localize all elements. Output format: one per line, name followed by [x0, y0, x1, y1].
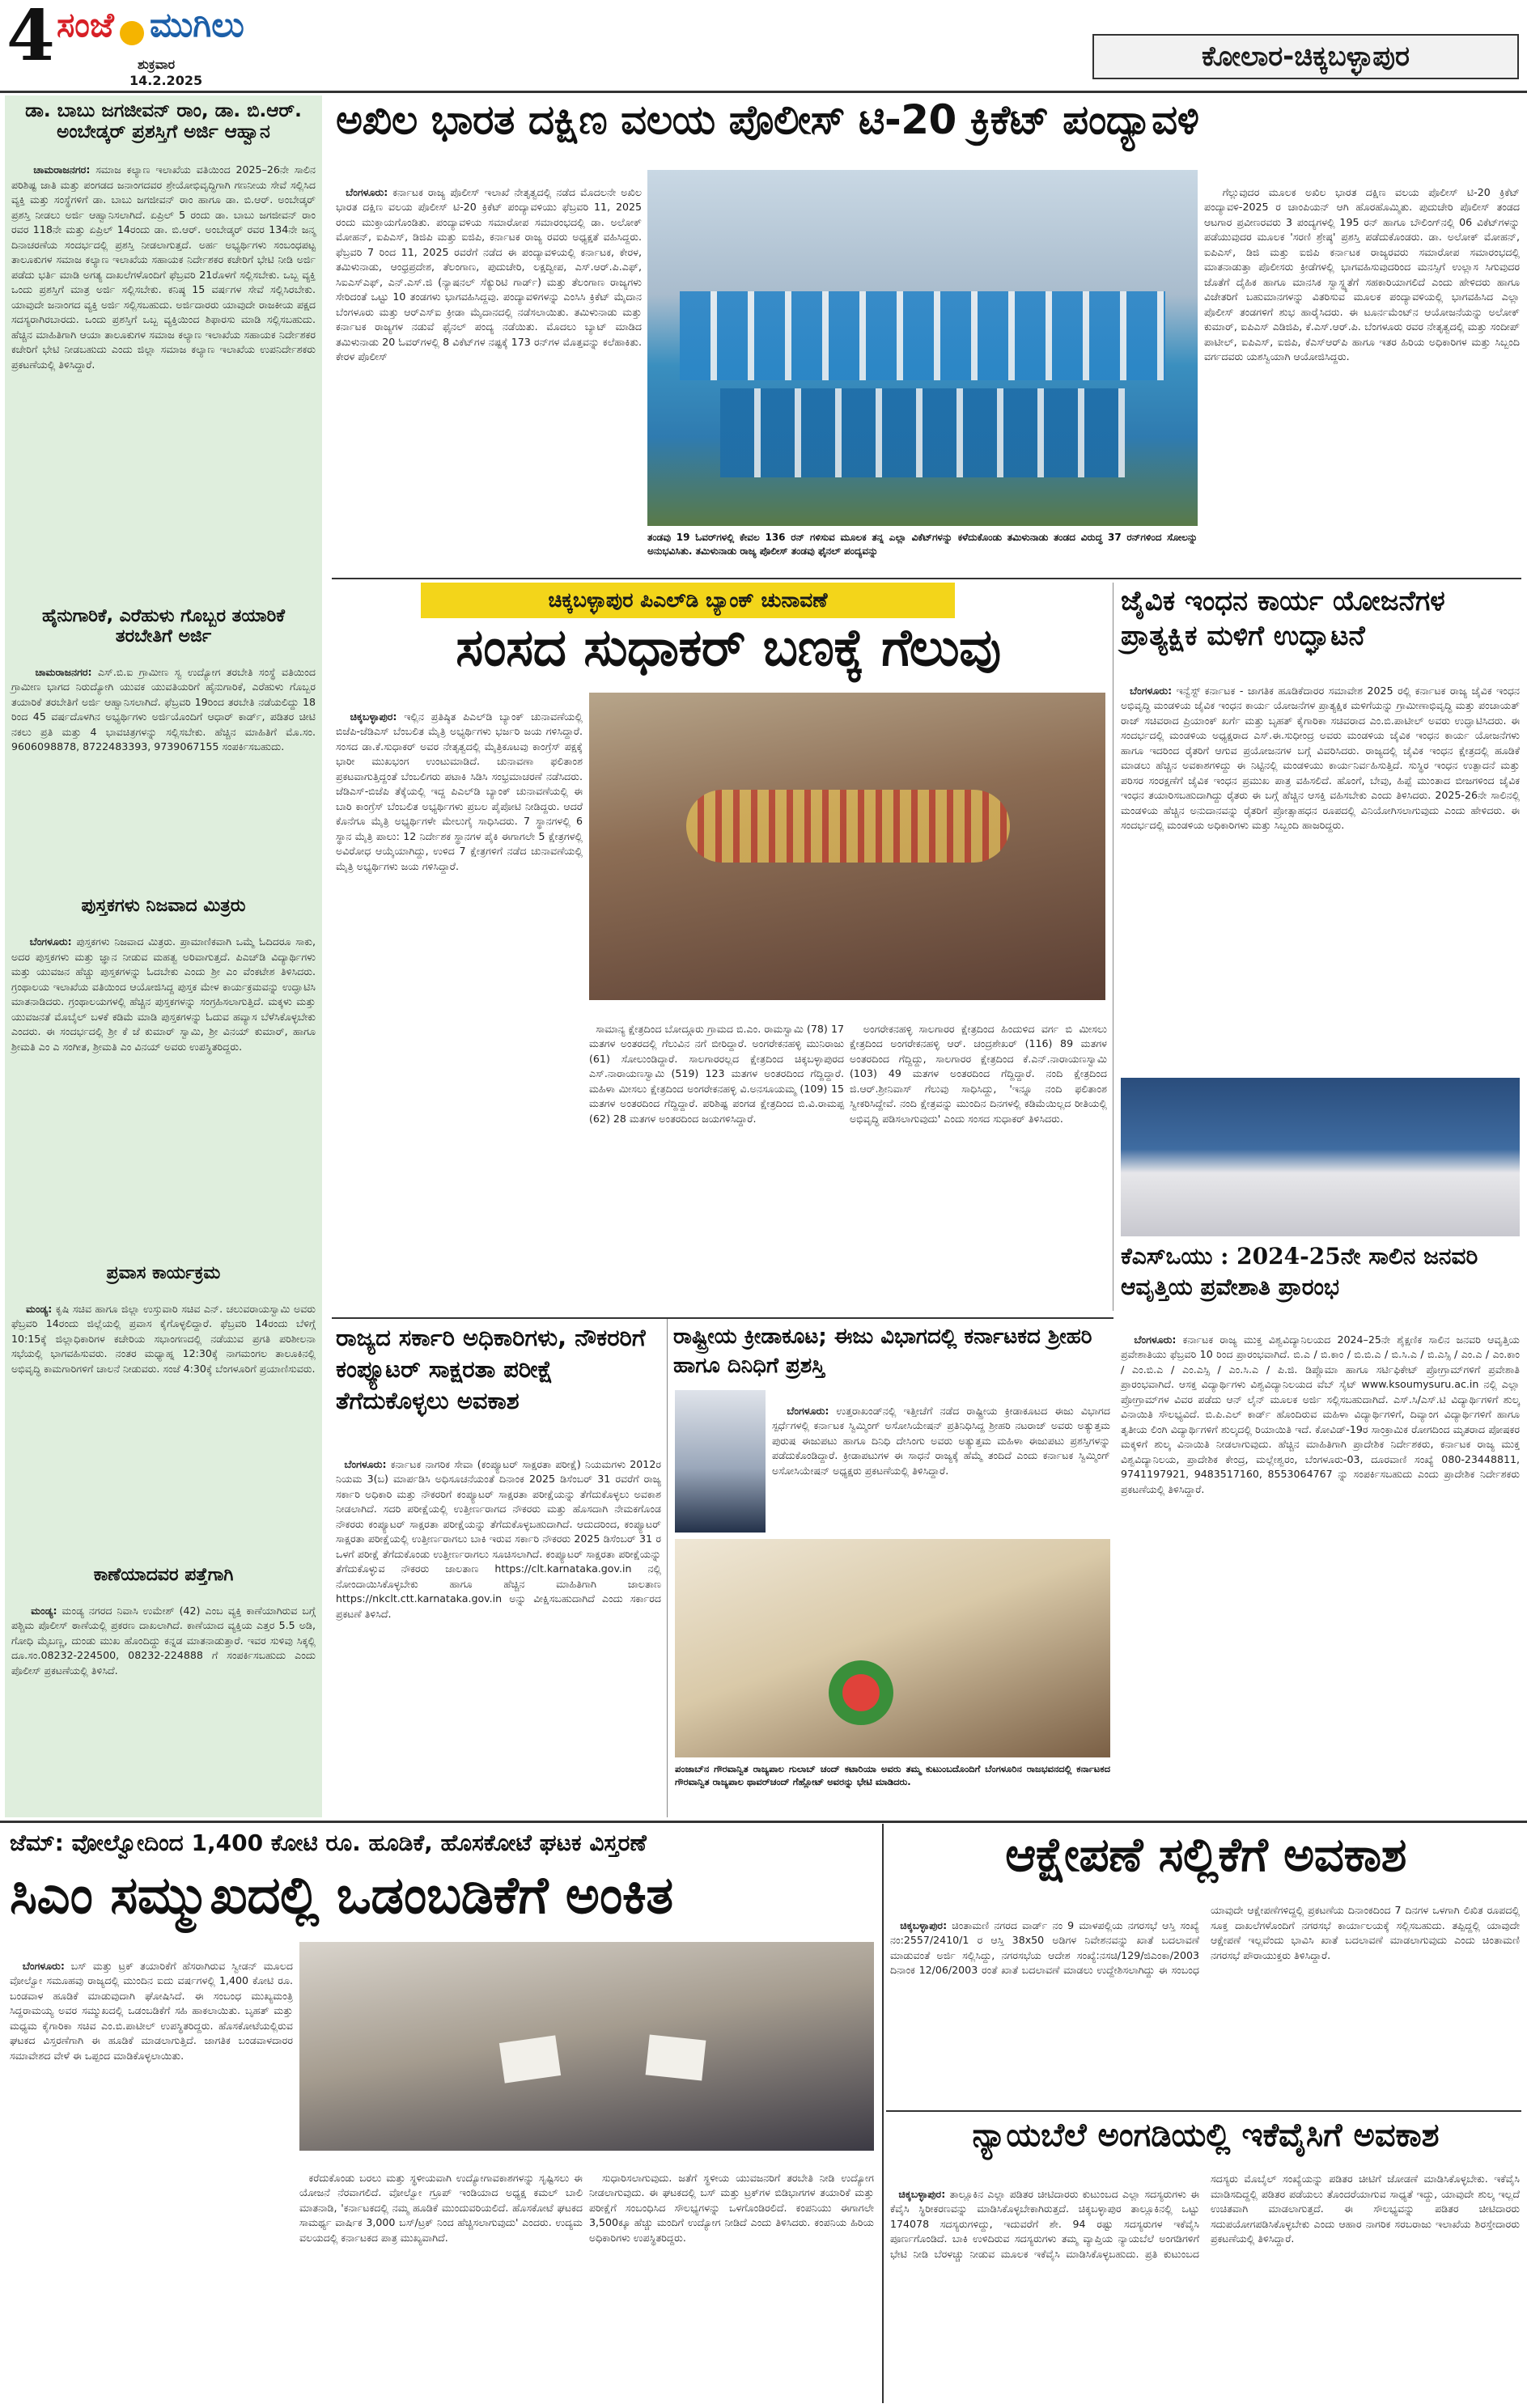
- sidebar-title-tour: ಪ್ರವಾಸ ಕಾರ್ಯಕ್ರಮ: [106, 1262, 221, 1283]
- sidebar-article-tour: ಮಂಡ್ಯ: ಕೃಷಿ ಸಚಿವ ಹಾಗೂ ಜಿಲ್ಲಾ ಉಸ್ತುವಾರಿ ಸಚಿವ ಎನ್. ಚಲುವರಾಯಸ್ವಾಮಿ ಅವರು ಫೆಬ್ರವರಿ 14ರಂದು ಜಿಲ್ಲೆಯಲ್ಲಿ ಪ್ರವಾಸ ಕೈಗೊಳ್ಳಲಿದ್ದಾರೆ. ಫೆಬ್ರವರಿ 14ರಂದು ಬೆಳಿಗ್ಗೆ 10:15ಕ್ಕೆ ಜಿಲ್ಲಾಧಿಕಾರಿಗಳ ಕಚೇರಿಯ ಸಭಾಂಗಣದಲ್ಲಿ ನಡೆಯುವ ಪ್ರಗತಿ ಪರಿಶೀಲನಾ ಸಭೆಯಲ್ಲಿ ಭಾಗವಹಿಸುವರು. ನಂತರ ಮಧ್ಯಾಹ್ನ 12:30ಕ್ಕೆ ನಾಗಮಂಗಲ ತಾಲೂಕಿನಲ್ಲಿ ಅಭಿವೃದ್ಧಿ ಕಾಮಗಾರಿಗಳಿಗೆ ಚಾಲನೆ ನೀಡುವರು. ಸಂಜೆ 4:30ಕ್ಕೆ ಬೆಂಗಳೂರಿಗೆ ಪ್ರಯಾಣಿಸುವರು.: [11, 1302, 320, 1375]
- biofuel-event-photo: [1121, 1078, 1520, 1236]
- team-row-front: [720, 388, 1125, 477]
- governor-meeting-photo: [675, 1539, 1110, 1757]
- cricket-rule: [332, 578, 1521, 579]
- volvo-col-2: ಕರೆದುಕೊಂಡು ಬರಲು ಮತ್ತು ಸ್ಥಳೀಯವಾಗಿ ಉದ್ಯೋಗಾವಕಾಶಗಳನ್ನು ಸೃಷ್ಟಿಸಲು ಈ ಯೋಜನೆ ನೆರವಾಗಲಿದೆ. ವೋಲ್ವೋ ಗ್ರೂಪ್ ಇಂಡಿಯಾದ ಅಧ್ಯಕ್ಷ ಕಮಲ್ ಬಾಲಿ ಮಾತನಾಡಿ, 'ಕರ್ನಾಟಕದಲ್ಲಿ ನಮ್ಮ ಹೂಡಿಕೆ ಮುಂದುವರಿಯಲಿದೆ. ಹೊಸಕೋಟೆ ಘಟಕದ ಸಾಮರ್ಥ್ಯ ವಾರ್ಷಿಕ 3,000 ಬಸ್/ಟ್ರಕ್ ನಿಂದ ಹೆಚ್ಚಿಸಲಾಗುವುದು' ಎಂದರು. ಉದ್ಯಮ ವಲಯದಲ್ಲಿ ಕರ್ನಾಟಕದ ಪಾತ್ರ ಮುಖ್ಯವಾಗಿದೆ.: [299, 2171, 587, 2244]
- ration-headline: ನ್ಯಾಯಬೆಲೆ ಅಂಗಡಿಯಲ್ಲಿ ಇಕೆವೈಸಿಗೆ ಅವಕಾಶ: [972, 2117, 1440, 2154]
- document-icon: [499, 2035, 561, 2083]
- volvo-kicker: ಜೆಮ್: ವೋಲ್ವೋದಿಂದ 1,400 ಕೋಟಿ ರೂ. ಹೂಡಿಕೆ, ಹೊಸಕೋಟೆ ಘಟಕ ವಿಸ್ತರಣೆ: [10, 1829, 647, 1856]
- governor-caption: ಪಂಜಾಬ್‌ನ ಗೌರವಾನ್ವಿತ ರಾಜ್ಯಪಾಲ ಗುಲಾಬ್ ಚಂದ್ ಕಟಾರಿಯಾ ಅವರು ತಮ್ಮ ಕುಟುಂಬದೊಂದಿಗೆ ಬೆಂಗಳೂರಿನ ರಾಜಭವನದಲ್ಲಿ ಕರ್ನಾಟಕದ ಗೌರವಾನ್ವಿತ ರಾಜ್ಯಪಾಲ ಥಾವರ್‌ಚಂದ್ ಗೆಹ್ಲೋಟ್ ಅವರನ್ನು ಭೇಟಿ ಮಾಡಿದರು.: [675, 1763, 1110, 1788]
- election-col-1: ಚಿಕ್ಕಬಳ್ಳಾಪುರ: ಇಲ್ಲಿನ ಪ್ರತಿಷ್ಠಿತ ಪಿಎಲ್‌ಡಿ ಬ್ಯಾಂಕ್ ಚುನಾವಣೆಯಲ್ಲಿ ಬಿಜೆಪಿ-ಜೆಡಿಎಸ್ ಬೆಂಬಲಿತ ಮೈತ್ರಿ ಅಭ್ಯರ್ಥಿಗಳು ಭರ್ಜರಿ ಜಯ ಗಳಿಸಿದ್ದಾರೆ. ಸಂಸದ ಡಾ.ಕೆ.ಸುಧಾಕರ್ ಅವರ ನೇತೃತ್ವದಲ್ಲಿ ಮೈತ್ರಿಕೂಟವು ಕಾಂಗ್ರೆಸ್ ಪಕ್ಷಕ್ಕೆ ಭಾರೀ ಮುಖಭಂಗ ಉಂಟುಮಾಡಿದೆ. ಚುನಾವಣಾ ಫಲಿತಾಂಶ ಪ್ರಕಟವಾಗುತ್ತಿದ್ದಂತೆ ಬೆಂಬಲಿಗರು ಪಟಾಕಿ ಸಿಡಿಸಿ ಸಂಭ್ರಮಾಚರಣೆ ನಡೆಸಿದರು. ಜೆಡಿಎಸ್-ಬಿಜೆಪಿ ತೆಕ್ಕೆಯಲ್ಲಿ ಇದ್ದ ಪಿಎಲ್‌ಡಿ ಬ್ಯಾಂಕ್ ಚುನಾವಣೆಯಲ್ಲಿ ಈ ಬಾರಿ ಕಾಂಗ್ರೆಸ್ ಬೆಂಬಲಿತ ಅಭ್ಯರ್ಥಿಗಳು ಪ್ರಬಲ ಪೈಪೋಟಿ ನೀಡಿದ್ದರು. ಆದರೆ ಕೊನೆಗೂ ಮೈತ್ರಿ ಅಭ್ಯರ್ಥಿಗಳೇ ಮೇಲುಗೈ ಸಾಧಿಸಿದರು. 7 ಸ್ಥಾನಗಳಲ್ಲಿ 6 ಸ್ಥಾನ ಮೈತ್ರಿ ಪಾಲು: 12 ನಿರ್ದೇಶಕ ಸ್ಥಾನಗಳ ಪೈಕಿ ಈಗಾಗಲೇ 5 ಕ್ಷೇತ್ರಗಳಲ್ಲಿ ಅವಿರೋಧ ಆಯ್ಕೆಯಾಗಿದ್ದು, ಉಳಿದ 7 ಕ್ಷೇತ್ರಗಳಿಗೆ ನಡೆದ ಚುನಾವಣೆಯಲ್ಲಿ ಮೈತ್ರಿ ಅಭ್ಯರ್ಥಿಗಳು ಜಯ ಗಳಿಸಿದ್ದಾರೆ.: [336, 710, 587, 872]
- election-col-3: ಅಂಗರೇಕನಹಳ್ಳಿ ಸಾಲಗಾರರ ಕ್ಷೇತ್ರದಿಂದ ಹಿಂದುಳಿದ ವರ್ಗ ಬಿ ಮೀಸಲು ಕ್ಷೇತ್ರದಿಂದ ಅಂಗರೇಕನಹಳ್ಳಿ ಆರ್. ಚಂದ್ರಶೇಖರ್ (116) 89 ಮತಗಳ ಅಂತರದಿಂದ ಗೆದ್ದಿದ್ದು, ಸಾಲಗಾರರ ಕ್ಷೇತ್ರದಿಂದ ಕೆ.ಎನ್.ನಾರಾಯಣಸ್ವಾಮಿ (103) 49 ಮತಗಳ ಅಂತರದಿಂದ ಗೆದ್ದಿದ್ದಾರೆ. ನಂದಿ ಕ್ಷೇತ್ರದಿಂದ ಜಿ.ಆರ್.ಶ್ರೀನಿವಾಸ್ ಗೆಲುವು ಸಾಧಿಸಿದ್ದು, 'ಇನ್ನೂ ನಂದಿ ಫಲಿತಾಂಶ ಸ್ವೀಕರಿಸಿದ್ದೇವೆ. ನಂದಿ ಕ್ಷೇತ್ರವನ್ನು ಮುಂದಿನ ದಿನಗಳಲ್ಲಿ ಕಡಿಮೆಯಿಲ್ಲದ ರೀತಿಯಲ್ಲಿ ಅಭಿವೃದ್ಧಿ ಪಡಿಸಲಾಗುವುದು' ಎಂದು ಸಂಸದ ಸುಧಾಕರ್ ತಿಳಿಸಿದರು.: [850, 1022, 1111, 1125]
- ration-body: ಚಿಕ್ಕಬಳ್ಳಾಪುರ: ತಾಲ್ಲೂಕಿನ ಎಲ್ಲಾ ಪಡಿತರ ಚೀಟಿದಾರರು ಕುಟುಂಬದ ಎಲ್ಲಾ ಸದಸ್ಯರುಗಳು ಈ ಕೆವೈಸಿ ಸ್ಥಿರೀಕರಣವನ್ನು ಮಾಡಿಸಿಕೊಳ್ಳಬೇಕಾಗಿರುತ್ತದೆ. ಚಿಕ್ಕಬಳ್ಳಾಪುರ ತಾಲ್ಲೂಕಿನಲ್ಲಿ ಒಟ್ಟು 174078 ಸದಸ್ಯರುಗಳಿದ್ದು, ಇದುವರೆಗೆ ಶೇ. 94 ರಷ್ಟು ಸದಸ್ಯರುಗಳ ಇಕೆವೈಸಿ ಪೂರ್ಣಗೊಂಡಿದೆ. ಬಾಕಿ ಉಳಿದಿರುವ ಸದಸ್ಯರುಗಳು ತಮ್ಮ ವ್ಯಾಪ್ತಿಯ ನ್ಯಾಯಬೆಲೆ ಅಂಗಡಿಗಳಿಗೆ ಭೇಟಿ ನೀಡಿ ಬೆರಳಚ್ಚು ನೀಡುವ ಮೂಲಕ ಇಕೆವೈಸಿ ಮಾಡಿಸಿಕೊಳ್ಳಬಹುದು. ಪ್ರತಿ ಕುಟುಂಬದ ಸದಸ್ಯರು ಮೊಬೈಲ್ ಸಂಖ್ಯೆಯನ್ನು ಪಡಿತರ ಚೀಟಿಗೆ ಜೋಡಣೆ ಮಾಡಿಸಿಕೊಳ್ಳಬೇಕು. ಇಕೆವೈಸಿ ಮಾಡಿಸದಿದ್ದಲ್ಲಿ ಪಡಿತರ ಪಡೆಯಲು ತೊಂದರೆಯಾಗುವ ಸಾಧ್ಯತೆ ಇದ್ದು, ಯಾವುದೇ ಶುಲ್ಕ ಇಲ್ಲದೆ ಉಚಿತವಾಗಿ ಮಾಡಲಾಗುತ್ತದೆ. ಈ ಸೌಲಭ್ಯವನ್ನು ಪಡಿತರ ಚೀಟಿದಾರರು ಸದುಪಯೋಗಪಡಿಸಿಕೊಳ್ಳಬೇಕು ಎಂದು ಆಹಾರ ನಾಗರಿಕ ಸರಬರಾಜು ಇಲಾಖೆಯ ಶಿರಸ್ತೇದಾರರು ಪ್ರಕಟಣೆಯಲ್ಲಿ ತಿಳಿಸಿದ್ದಾರೆ.: [890, 2173, 1524, 2260]
- document-icon-2: [646, 2034, 706, 2080]
- sidebar-title-dairy: ಹೈನುಗಾರಿಕೆ, ಎರೆಹುಳು ಗೊಬ್ಬರ ತಯಾರಿಕೆ ತರಬೇತಿಗೆ ಅರ್ಜಿ: [41, 605, 286, 647]
- issue-date: 14.2.2025: [129, 73, 203, 88]
- page-number: 4: [6, 0, 55, 77]
- ksou-body: ಬೆಂಗಳೂರು: ಕರ್ನಾಟಕ ರಾಜ್ಯ ಮುಕ್ತ ವಿಶ್ವವಿದ್ಯಾನಿಲಯದ 2024–25ನೇ ಶೈಕ್ಷಣಿಕ ಸಾಲಿನ ಜನವರಿ ಆವೃತ್ತಿಯ ಪ್ರವೇಶಾತಿಯು ಫೆಬ್ರವರಿ 10 ರಿಂದ ಪ್ರಾರಂಭವಾಗಿದೆ. ಬಿ.ಎ / ಬಿ.ಕಾಂ / ಬಿ.ಬಿ.ಎ / ಬಿ.ಸಿ.ಎ / ಬಿ.ಎಸ್ಸಿ / ಎಂ.ಎ / ಎಂ.ಕಾಂ / ಎಂ.ಬಿ.ಎ / ಎಂ.ಎಸ್ಸಿ / ಎಂ.ಸಿ.ಎ / ಪಿ.ಜಿ. ಡಿಪ್ಲೊಮಾ ಹಾಗೂ ಸರ್ಟಿಫಿಕೇಟ್ ಪ್ರೋಗ್ರಾಮ್‌ಗಳಿಗೆ ಪ್ರವೇಶಾತಿ ಪ್ರಾರಂಭವಾಗಿದೆ. ಆಸಕ್ತ ವಿದ್ಯಾರ್ಥಿಗಳು ವಿಶ್ವವಿದ್ಯಾನಿಲಯದ ವೆಬ್ ಸೈಟ್ www.ksoumysuru.ac.in ನಲ್ಲಿ ಎಲ್ಲಾ ಪ್ರೋಗ್ರಾಮ್‌ಗಳ ವಿವರ ಪಡೆದು ಆನ್ ಲೈನ್ ಮೂಲಕ ಅರ್ಜಿ ಸಲ್ಲಿಸಬಹುದಾಗಿದೆ. ಎಸ್.ಸಿ/ಎಸ್.ಟಿ ವಿದ್ಯಾರ್ಥಿಗಳಿಗೆ ಶುಲ್ಕ ವಿನಾಯಿತಿ ಸೌಲಭ್ಯವಿದೆ. ಬಿ.ಪಿ.ಎಲ್ ಕಾರ್ಡ್ ಹೊಂದಿರುವ ಮಹಿಳಾ ವಿದ್ಯಾರ್ಥಿಗಳಿಗೆ, ದಿವ್ಯಾಂಗ ವಿದ್ಯಾರ್ಥಿಗಳಿಗೆ ಹಾಗೂ ತೃತೀಯ ಲಿಂಗಿ ವಿದ್ಯಾರ್ಥಿಗಳಿಗೆ ಶುಲ್ಕದಲ್ಲಿ ರಿಯಾಯಿತಿ ಇದೆ. ಕೋವಿಡ್-19ರ ಸಾಂಕ್ರಾಮಿಕ ರೋಗದಿಂದ ಮೃತರಾದ ಪೋಷಕರ ಮಕ್ಕಳಿಗೆ ಶುಲ್ಕ ವಿನಾಯಿತಿ ನೀಡಲಾಗುವುದು. ಹೆಚ್ಚಿನ ಮಾಹಿತಿಗಾಗಿ ಪ್ರಾದೇಶಿಕ ನಿರ್ದೇಶಕರು, ಕರ್ನಾಟಕ ರಾಜ್ಯ ಮುಕ್ತ ವಿಶ್ವವಿದ್ಯಾನಿಲಯ, ಪ್ರಾದೇಶಿಕ ಕೇಂದ್ರ, ಮಲ್ಲೇಶ್ವರಂ, ಬೆಂಗಳೂರು-03, ದೂರವಾಣಿ ಸಂಖ್ಯೆ 080-23448811, 9741197921, 9483517160, 8553064767 ನ್ನು ಸಂಪರ್ಕಿಸಬಹುದು ಎಂದು ಪ್ರಾದೇಶಿಕ ನಿರ್ದೇಶಕರು ಪ್ರಕಟಣೆಯಲ್ಲಿ ತಿಳಿಸಿದ್ದಾರೆ.: [1121, 1333, 1524, 1495]
- cricket-team-photo: [647, 170, 1198, 526]
- sun-icon: [120, 21, 144, 45]
- bottom-rule: [0, 1821, 1527, 1823]
- ksou-headline: ಕೆಎಸ್‌ಒಯು : 2024-25ನೇ ಸಾಲಿನ ಜನವರಿ ಆವೃತ್ತಿಯ ಪ್ರವೇಶಾತಿ ಪ್ರಾರಂಭ: [1121, 1243, 1478, 1300]
- sidebar-article-missing: ಮಂಡ್ಯ: ಮಂಡ್ಯ ನಗರದ ನಿವಾಸಿ ಉಮೇಶ್ (42) ಎಂಬ ವ್ಯಕ್ತಿ ಕಾಣೆಯಾಗಿರುವ ಬಗ್ಗೆ ಪಶ್ಚಿಮ ಪೊಲೀಸ್ ಠಾಣೆಯಲ್ಲಿ ಪ್ರಕರಣ ದಾಖಲಾಗಿದೆ. ಕಾಣೆಯಾದ ವ್ಯಕ್ತಿಯ ಎತ್ತರ 5.5 ಅಡಿ, ಗೋಧಿ ಮೈಬಣ್ಣ, ದುಂಡು ಮುಖ ಹೊಂದಿದ್ದು ಕನ್ನಡ ಮಾತನಾಡುತ್ತಾರೆ. ಇವರ ಸುಳಿವು ಸಿಕ್ಕಲ್ಲಿ ದೂ.ಸಂ.08232-224500, 08232-224888 ಗೆ ಸಂಪರ್ಕಿಸಬಹುದು ಎಂದು ಪೊಲೀಸ್ ಪ್ರಕಟಣೆಯಲ್ಲಿ ತಿಳಿಸಿದೆ.: [11, 1604, 320, 1677]
- computer-body: ಬೆಂಗಳೂರು: ಕರ್ನಾಟಕ ನಾಗರಿಕ ಸೇವಾ (ಕಂಪ್ಯೂಟರ್ ಸಾಕ್ಷರತಾ ಪರೀಕ್ಷೆ) ನಿಯಮಗಳು 2012ರ ನಿಯಮ 3(ಬ) ಮಾರ್ಪಡಿಸಿ ಅಧಿಸೂಚನೆಯಂತೆ ದಿನಾಂಕ 2025 ಡಿಸೆಂಬರ್ 31 ರವರೆಗೆ ರಾಜ್ಯ ಸರ್ಕಾರಿ ಅಧಿಕಾರಿ ಮತ್ತು ನೌಕರರಿಗೆ ಕಂಪ್ಯೂಟರ್ ಸಾಕ್ಷರತಾ ಪರೀಕ್ಷೆಯನ್ನು ತೆಗೆದುಕೊಳ್ಳಲು ಅವಕಾಶ ನೀಡಲಾಗಿದೆ. ಸದರಿ ಪರೀಕ್ಷೆಯಲ್ಲಿ ಉತ್ತೀರ್ಣರಾಗದ ನೌಕರರು ಮತ್ತು ಹೊಸದಾಗಿ ನೇಮಕಗೊಂಡ ನೌಕರರು ಕಂಪ್ಯೂಟರ್ ಸಾಕ್ಷರತಾ ಪರೀಕ್ಷೆಯನ್ನು ತೆಗೆದುಕೊಳ್ಳಬಹುದಾಗಿದೆ. ಆದುದರಿಂದ, ಕಂಪ್ಯೂಟರ್ ಸಾಕ್ಷರತಾ ಪರೀಕ್ಷೆಯಲ್ಲಿ ಉತ್ತೀರ್ಣರಾಗಲು ಬಾಕಿ ಇರುವ ಸರ್ಕಾರಿ ನೌಕರರು 2025 ಡಿಸೆಂಬರ್ 31 ರ ಒಳಗೆ ಪರೀಕ್ಷೆ ತೆಗೆದುಕೊಂಡು ಉತ್ತೀರ್ಣರಾಗಲು ಸೂಚಿಸಲಾಗಿದೆ. ಕಂಪ್ಯೂಟರ್ ಸಾಕ್ಷರತಾ ಪರೀಕ್ಷೆಯನ್ನು ತೆಗೆದುಕೊಳ್ಳುವ ನೌಕರರು ಜಾಲತಾಣ https://clt.karnataka.gov.in ನಲ್ಲಿ ನೋಂದಾಯಿಸಿಕೊಳ್ಳಬೇಕು ಹಾಗೂ ಹೆಚ್ಚಿನ ಮಾಹಿತಿಗಾಗಿ ಜಾಲತಾಣ https://nkclt.ctt.karnataka.gov.in ಅನ್ನು ವೀಕ್ಷಿಸಬಹುದಾಗಿದೆ ಎಂದು ಸರ್ಕಾರದ ಪ್ರಕಟಣೆ ತಿಳಿಸಿದೆ.: [336, 1457, 665, 1620]
- sidebar-title-award: ಡಾ. ಬಾಬು ಜಗಜೀವನ್ ರಾಂ, ಡಾ. ಬಿ.ಆರ್. ಅಂಬೇಡ್ಕರ್ ಪ್ರಶಸ್ತಿಗೆ ಅರ್ಜಿ ಆಹ್ವಾನ: [25, 100, 302, 143]
- cricket-headline: ಅಖಿಲ ಭಾರತ ದಕ್ಷಿಣ ವಲಯ ಪೊಲೀಸ್ ಟಿ-20 ಕ್ರಿಕೆಟ್ ಪಂದ್ಯಾವಳಿ: [336, 96, 1199, 143]
- masthead-logo: [57, 5, 299, 57]
- masthead-rule: [0, 91, 1527, 93]
- garland-icon: [686, 790, 1010, 863]
- objection-rule: [886, 2110, 1521, 2112]
- team-row-back: [680, 291, 1165, 380]
- election-kicker: ಚಿಕ್ಕಬಳ್ಳಾಪುರ ಪಿಎಲ್‌ಡಿ ಬ್ಯಾಂಕ್ ಚುನಾವಣೆ: [421, 583, 955, 618]
- biofuel-body: ಬೆಂಗಳೂರು: ಇನ್ವೆಸ್ಟ್ ಕರ್ನಾಟಕ - ಜಾಗತಿಕ ಹೂಡಿಕೆದಾರರ ಸಮಾವೇಶ 2025 ರಲ್ಲಿ ಕರ್ನಾಟಕ ರಾಜ್ಯ ಜೈವಿಕ ಇಂಧನ ಅಭಿವೃದ್ಧಿ ಮಂಡಳಿಯ ಜೈವಿಕ ಇಂಧನ ಕಾರ್ಯ ಯೋಜನೆಗಳ ಪ್ರಾತ್ಯಕ್ಷಿಕ ಮಳಿಗೆಯನ್ನು ಗ್ರಾಮೀಣಾಭಿವೃದ್ಧಿ ಮತ್ತು ಪಂಚಾಯತ್ ರಾಜ್ ಸಚಿವರಾದ ಪ್ರಿಯಾಂಕ್ ಖರ್ಗೆ ಮತ್ತು ಬೃಹತ್ ಕೈಗಾರಿಕಾ ಸಚಿವರಾದ ಎಂ.ಬಿ.ಪಾಟೀಲ್ ಅವರು ಉದ್ಘಾಟಿಸಿದರು. ಈ ಸಂದರ್ಭದಲ್ಲಿ ಮಂಡಳಿಯ ಅಧ್ಯಕ್ಷರಾದ ಎಸ್.ಈ.ಸುಧೀಂದ್ರ ಅವರು ಮಂಡಳಿಯ ಜೈವಿಕ ಇಂಧನ ಕಾರ್ಯ ಯೋಜನೆಗಳು ಹಾಗೂ ಇದರಿಂದ ರೈತರಿಗೆ ಆಗುವ ಪ್ರಯೋಜನಗಳ ಬಗ್ಗೆ ವಿವರಿಸಿದರು. ರಾಜ್ಯದಲ್ಲಿ ಜೈವಿಕ ಇಂಧನ ಕ್ಷೇತ್ರದಲ್ಲಿ ಹೂಡಿಕೆ ಮಾಡಲು ಹೆಚ್ಚಿನ ಅವಕಾಶಗಳಿದ್ದು ಈ ನಿಟ್ಟಿನಲ್ಲಿ ಮಂಡಳಿಯು ಕಾರ್ಯನಿರ್ವಹಿಸುತ್ತಿದೆ. ಸುಸ್ಥಿರ ಇಂಧನ ಉತ್ಪಾದನೆ ಮತ್ತು ಪರಿಸರ ಸಂರಕ್ಷಣೆಗೆ ಜೈವಿಕ ಇಂಧನ ಪ್ರಮುಖ ಪಾತ್ರ ವಹಿಸಲಿದೆ. ಹೊಂಗೆ, ಬೇವು, ಹಿಪ್ಪೆ ಮುಂತಾದ ಬೀಜಗಳಿಂದ ಜೈವಿಕ ಇಂಧನ ತಯಾರಿಸಬಹುದಾಗಿದ್ದು ರೈತರು ಈ ಬಗ್ಗೆ ಹೆಚ್ಚಿನ ಆಸಕ್ತಿ ವಹಿಸಬೇಕು ಎಂದು ತಿಳಿಸಿದರು. 2025-26ನೇ ಸಾಲಿನಲ್ಲಿ ಮಂಡಳಿಯ ಹೆಚ್ಚಿನ ಅನುದಾನವನ್ನು ರೈತರಿಗೆ ಪ್ರೋತ್ಸಾಹಧನ ರೂಪದಲ್ಲಿ ವಿನಿಯೋಗಿಸಲಾಗುವುದು ಎಂದು ಹೇಳಿದರು. ಈ ಸಂದರ್ಭದಲ್ಲಿ ಮಂಡಳಿಯ ಅಧಿಕಾರಿಗಳು ಮತ್ತು ಸಿಬ್ಬಂದಿ ಹಾಜರಿದ್ದರು.: [1121, 684, 1524, 831]
- issue-day: ಶುಕ್ರವಾರ: [138, 57, 176, 72]
- sidebar: [5, 95, 322, 1817]
- region-label: ಕೋಲಾರ-ಚಿಕ್ಕಬಳ್ಳಾಪುರ: [1092, 34, 1519, 79]
- sidebar-title-missing: ಕಾಣೆಯಾದವರ ಪತ್ತೆಗಾಗಿ: [93, 1565, 234, 1586]
- cricket-col-2: ಗೆಲ್ಲುವುದರ ಮೂಲಕ ಅಖಿಲ ಭಾರತ ದಕ್ಷಿಣ ವಲಯ ಪೊಲೀಸ್ ಟಿ-20 ಕ್ರಿಕೆಟ್ ಪಂದ್ಯಾವಳಿ-2025 ರ ಚಾಂಪಿಯನ್ ಆಗಿ ಹೊರಹೊಮ್ಮಿತು. ಪುದುಚೇರಿ ಪೊಲೀಸ್ ತಂಡದ ಆಟಗಾರ ಪ್ರವೀಣರವರು 3 ಪಂದ್ಯಗಳಲ್ಲಿ 195 ರನ್ ಹಾಗೂ ಬೌಲಿಂಗ್‌ನಲ್ಲಿ 06 ವಿಕೆಟ್‌ಗಳನ್ನು ಪಡೆಯುವುದರ ಮೂಲಕ 'ಸರಣಿ ಶ್ರೇಷ್ಠ' ಪ್ರಶಸ್ತಿ ಪಡೆದುಕೊಂಡರು. ಡಾ. ಅಲೋಕ್ ಮೋಹನ್, ಐಪಿಎಸ್, ಡಿಜಿ ಮತ್ತು ಐಜಿಪಿ ಕರ್ನಾಟಕ ರಾಜ್ಯರವರು ಸಮಾರೋಪ ಸಮಾರಂಭದಲ್ಲಿ ಮಾತನಾಡುತ್ತಾ ಪೊಲೀಸರು ಕ್ರೀಡೆಗಳಲ್ಲಿ ಭಾಗವಹಿಸುವುದರಿಂದ ಮನಸ್ಸಿಗೆ ಉಲ್ಲಾಸ ಸಿಗುವುದರ ಜೊತೆಗೆ ದೈಹಿಕ ಹಾಗೂ ಮಾನಸಿಕ ಸ್ವಾಸ್ಥ್ಯತೆಗೆ ಸಹಕಾರಿಯಾಗಲಿದೆ ಎಂದು ಹೇಳಿದರು ಹಾಗೂ ವಿಜೇತರಿಗೆ ಬಹುಮಾನಗಳನ್ನು ವಿತರಿಸುವ ಮೂಲಕ ಪಂದ್ಯಾವಳಿಯಲ್ಲಿ ಭಾಗವಹಿಸಿದ ಎಲ್ಲಾ ಪೊಲೀಸ್ ತಂಡಗಳಿಗೆ ಶುಭ ಹಾರೈಸಿದರು. ಈ ಟೂರ್ನಮೆಂಟ್‌ನ ಆಯೋಜನೆಯನ್ನು ಅಲೋಕ್ ಕುಮಾರ್, ಐಪಿಎಸ್ ಎಡಿಜಿಪಿ, ಕೆ.ಎಸ್.ಆರ್.ಪಿ. ಬೆಂಗಳೂರು ರವರ ನೇತೃತ್ವದಲ್ಲಿ ಮತ್ತು ಸಂದೀಪ್ ಪಾಟೀಲ್, ಐಪಿಎಸ್, ಐಜಿಪಿ, ಕೆಎಸ್‌ಆರ್‌ಪಿ ಹಾಗೂ ಇತರ ಹಿರಿಯ ಅಧಿಕಾರಿಗಳ ಮತ್ತು ಸಿಬ್ಬಂದಿ ವರ್ಗದವರು ಯಶಸ್ವಿಯಾಗಿ ಆಯೋಜಿಸಿದ್ದರು.: [1204, 185, 1524, 362]
- sidebar-article-books: ಬೆಂಗಳೂರು: ಪುಸ್ತಕಗಳು ನಿಜವಾದ ಮಿತ್ರರು. ಪ್ರಾಮಾಣಿಕವಾಗಿ ಒಮ್ಮೆ ಓದಿದರೂ ಸಾಕು, ಅದರ ಪುಸ್ತಕಗಳು ಮತ್ತು ಜ್ಞಾನ ನೀಡುವ ಮಹತ್ವ ಅರಿವಾಗುತ್ತದೆ. ಪಿಎಚ್‌ಡಿ ವಿದ್ಯಾರ್ಥಿಗಳು ಮತ್ತು ಯುವಜನ ಹೆಚ್ಚು ಪುಸ್ತಕಗಳನ್ನು ಓದಬೇಕು ಎಂದು ಶ್ರೀ ಎಂ ವೆಂಕಟೇಶ ತಿಳಿಸಿದರು. ಗ್ರಂಥಾಲಯ ಇಲಾಖೆಯ ವತಿಯಿಂದ ಆಯೋಜಿಸಿದ್ದ ಪುಸ್ತಕ ಮೇಳ ಕಾರ್ಯಕ್ರಮವನ್ನು ಉದ್ಘಾಟಿಸಿ ಮಾತನಾಡಿದರು. ಗ್ರಂಥಾಲಯಗಳಲ್ಲಿ ಹೆಚ್ಚಿನ ಪುಸ್ತಕಗಳನ್ನು ಸಂಗ್ರಹಿಸಲಾಗುತ್ತಿದೆ. ಮಕ್ಕಳು ಮತ್ತು ಯುವಜನತೆ ಮೊಬೈಲ್ ಬಳಕೆ ಕಡಿಮೆ ಮಾಡಿ ಪುಸ್ತಕಗಳನ್ನು ಓದುವ ಹವ್ಯಾಸ ಬೆಳೆಸಿಕೊಳ್ಳಬೇಕು ಎಂದರು. ಈ ಸಂದರ್ಭದಲ್ಲಿ ಶ್ರೀ ಕೆ ಜೆ ಕುಮಾರ್ ಸ್ವಾಮಿ, ಶ್ರೀ ವಿನಯ್ ಕುಮಾರ್, ಹಾಗೂ ಶ್ರೀಮತಿ ಎಂ ಎ ಸಂಗೀತ, ಶ್ರೀಮತಿ ಎಂ ವಿನಯ್ ಅವರು ಉಪಸ್ಥಿತರಿದ್ದರು.: [11, 935, 320, 1053]
- bouquet-icon: [829, 1660, 893, 1725]
- brand-left: ಸಂಜೆ: [57, 5, 114, 45]
- computer-right-rule: [667, 1319, 668, 1817]
- volvo-mou-photo: [299, 1942, 874, 2151]
- cricket-col-1: ಬೆಂಗಳೂರು: ಕರ್ನಾಟಕ ರಾಜ್ಯ ಪೊಲೀಸ್ ಇಲಾಖೆ ನೇತೃತ್ವದಲ್ಲಿ ನಡೆದ ಮೊದಲನೇ ಅಖಿಲ ಭಾರತ ದಕ್ಷಿಣ ವಲಯ ಪೊಲೀಸ್ ಟಿ-20 ಕ್ರಿಕೆಟ್ ಪಂದ್ಯಾವಳಿಯು ಫೆಬ್ರವರಿ 11, 2025 ರಂದು ಮುಕ್ತಾಯಗೊಂಡಿತು. ಪಂದ್ಯಾವಳಿಯ ಸಮಾರೋಪ ಸಮಾರಂಭದಲ್ಲಿ ಡಾ. ಅಲೋಕ್ ಮೋಹನ್, ಐಪಿಎಸ್, ಡಿಜಿಪಿ ಮತ್ತು ಐಜಿಪಿ, ಕರ್ನಾಟಕ ರಾಜ್ಯ ರವರು ಅಧ್ಯಕ್ಷತೆ ವಹಿಸಿದ್ದರು. ಫೆಬ್ರವರಿ 7 ರಿಂದ 11, 2025 ರವರೆಗೆ ನಡೆದ ಈ ಪಂದ್ಯಾವಳಿಯಲ್ಲಿ ಕರ್ನಾಟಕ, ಕೇರಳ, ತಮಿಳುನಾಡು, ಆಂಧ್ರಪ್ರದೇಶ, ತೆಲಂಗಾಣ, ಪುದುಚೇರಿ, ಲಕ್ಷದ್ವೀಪ, ಎಸ್.ಆರ್.ಪಿ.ಎಫ್, ಸಿಐಎಸ್‌ಎಫ್, ಎನ್.ಎಸ್.ಜಿ (ನ್ಯಾಷನಲ್ ಸೆಕ್ಯುರಿಟಿ ಗಾರ್ಡ್) ಮತ್ತು ತೆಲಂಗಾಣ ರಾಜ್ಯಗಳು ಸೇರಿದಂತೆ ಒಟ್ಟು 10 ತಂಡಗಳು ಭಾಗವಹಿಸಿದ್ದವು. ಪಂದ್ಯಾವಳಿಗಳನ್ನು ಎಂಸಿಸಿ ಕ್ರಿಕೆಟ್ ಮೈದಾನ ಬೆಂಗಳೂರು ಮತ್ತು ಆರ್‌ಎಸ್‌ಐ ಕ್ರೀಡಾ ಮೈದಾನದಲ್ಲಿ ನಡೆಸಲಾಯಿತು. ತಮಿಳುನಾಡು ಮತ್ತು ಕರ್ನಾಟಕ ರಾಜ್ಯಗಳ ನಡುವೆ ಫೈನಲ್ ಪಂದ್ಯ ನಡೆಯಿತು. ಮೊದಲು ಬ್ಯಾಟ್ ಮಾಡಿದ ತಮಿಳುನಾಡು 20 ಓವರ್‌ಗಳಲ್ಲಿ 8 ವಿಕೆಟ್‌ಗಳ ನಷ್ಟಕ್ಕೆ 173 ರನ್‌ಗಳ ಮೊತ್ತವನ್ನು ಕಲೆಹಾಕಿತು. ಕೇರಳ ಪೊಲೀಸ್: [336, 185, 646, 362]
- volvo-col-1: ಬೆಂಗಳೂರು: ಬಸ್ ಮತ್ತು ಟ್ರಕ್ ತಯಾರಿಕೆಗೆ ಹೆಸರಾಗಿರುವ ಸ್ವೀಡನ್ ಮೂಲದ ವೋಲ್ವೋ ಸಮೂಹವು ರಾಜ್ಯದಲ್ಲಿ ಮುಂದಿನ ಐದು ವರ್ಷಗಳಲ್ಲಿ 1,400 ಕೋಟಿ ರೂ. ಬಂಡವಾಳ ಹೂಡಿಕೆ ಮಾಡುವುದಾಗಿ ಘೋಷಿಸಿದೆ. ಈ ಸಂಬಂಧ ಮುಖ್ಯಮಂತ್ರಿ ಸಿದ್ದರಾಮಯ್ಯ ಅವರ ಸಮ್ಮುಖದಲ್ಲಿ ಒಡಂಬಡಿಕೆಗೆ ಸಹಿ ಹಾಕಲಾಯಿತು. ಬೃಹತ್ ಮತ್ತು ಮಧ್ಯಮ ಕೈಗಾರಿಕಾ ಸಚಿವ ಎಂ.ಬಿ.ಪಾಟೀಲ್ ಉಪಸ್ಥಿತರಿದ್ದರು. ಹೊಸಕೋಟೆಯಲ್ಲಿರುವ ಘಟಕದ ವಿಸ್ತರಣೆಗಾಗಿ ಈ ಹೂಡಿಕೆ ಮಾಡಲಾಗುತ್ತಿದೆ. ಜಾಗತಿಕ ಬಂಡವಾಳದಾರರ ಸಮಾವೇಶದ ವೇಳೆ ಈ ಒಪ್ಪಂದ ಮಾಡಿಕೊಳ್ಳಲಾಯಿತು.: [10, 1959, 297, 2062]
- sports-body: ಬೆಂಗಳೂರು: ಉತ್ತರಾಖಂಡ್‌ನಲ್ಲಿ ಇತ್ತೀಚೆಗೆ ನಡೆದ ರಾಷ್ಟ್ರೀಯ ಕ್ರೀಡಾಕೂಟದ ಈಜು ವಿಭಾಗದ ಸ್ಪರ್ಧೆಗಳಲ್ಲಿ ಕರ್ನಾಟಕ ಸ್ವಿಮ್ಮಿಂಗ್ ಅಸೋಸಿಯೇಷನ್ ಪ್ರತಿನಿಧಿಸಿದ್ದ ಶ್ರೀಹರಿ ನಟರಾಜ್ ಅವರು ಅತ್ಯುತ್ತಮ ಪುರುಷ ಈಜುಪಟು ಹಾಗೂ ದಿನಿಧಿ ದೇಸಿಂಗು ಅವರು ಅತ್ಯುತ್ತಮ ಮಹಿಳಾ ಈಜುಪಟು ಪ್ರಶಸ್ತಿಗಳನ್ನು ಪಡೆದುಕೊಂಡಿದ್ದಾರೆ. ಕ್ರೀಡಾಪಟುಗಳ ಈ ಸಾಧನೆ ರಾಜ್ಯಕ್ಕೆ ಹೆಮ್ಮೆ ತಂದಿದೆ ಎಂದು ಕರ್ನಾಟಕ ಸ್ವಿಮ್ಮಿಂಗ್ ಅಸೋಸಿಯೇಷನ್ ಅಧ್ಯಕ್ಷರು ಪ್ರಕಟಣೆಯಲ್ಲಿ ತಿಳಿಸಿದ್ದಾರೆ.: [772, 1404, 1114, 1477]
- election-col-2: ಸಾಮಾನ್ಯ ಕ್ಷೇತ್ರದಿಂದ ಬೋದ್ಗೂರು ಗ್ರಾಮದ ಬಿ.ಎಂ. ರಾಮಸ್ವಾಮಿ (78) 17 ಮತಗಳ ಅಂತರದಲ್ಲಿ ಗೆಲುವಿನ ನಗೆ ಬೀರಿದ್ದಾರೆ. ಅಂಗರೇಕನಹಳ್ಳಿ ಮುನಿರಾಜು (61) ಸೋಲುಂಡಿದ್ದಾರೆ. ಸಾಲಗಾರರಲ್ಲದ ಕ್ಷೇತ್ರದಿಂದ ಚಿಕ್ಕಬಳ್ಳಾಪುರದ ಎಸ್.ನಾರಾಯಣಸ್ವಾಮಿ (519) 123 ಮತಗಳ ಅಂತರದಿಂದ ಗೆದ್ದಿದ್ದಾರೆ. ಮಹಿಳಾ ಮೀಸಲು ಕ್ಷೇತ್ರದಿಂದ ಅಂಗರೇಕನಹಳ್ಳಿ ವಿ.ಅನಸೂಯಮ್ಮ (109) 15 ಮತಗಳ ಅಂತರದಿಂದ ಗೆದ್ದಿದ್ದಾರೆ. ಪರಿಶಿಷ್ಟ ಪಂಗಡ ಕ್ಷೇತ್ರದಿಂದ ಬಿ.ವಿ.ರಾಮಪ್ಪ (62) 28 ಮತಗಳ ಅಂತರದಿಂದ ಜಯಗಳಿಸಿದ್ದಾರೆ.: [589, 1022, 848, 1125]
- mid-rule: [332, 1317, 1113, 1319]
- brand-right: ಮುಗಿಲು: [150, 5, 244, 45]
- swimmer-photo: [675, 1390, 766, 1533]
- election-celebration-photo: [589, 693, 1105, 1000]
- sidebar-title-books: ಪುಸ್ತಕಗಳು ನಿಜವಾದ ಮಿತ್ರರು: [81, 896, 246, 917]
- volvo-headline: ಸಿಎಂ ಸಮ್ಮುಖದಲ್ಲಿ ಒಡಂಬಡಿಕೆಗೆ ಅಂಕಿತ: [10, 1866, 673, 1926]
- biofuel-headline: ಜೈವಿಕ ಇಂಧನ ಕಾರ್ಯ ಯೋಜನೆಗಳ ಪ್ರಾತ್ಯಕ್ಷಿಕ ಮಳಿಗೆ ಉದ್ಘಾಟನೆ: [1121, 585, 1445, 652]
- volvo-col-3: ಸುಧಾರಿಸಲಾಗುವುದು. ಜತೆಗೆ ಸ್ಥಳೀಯ ಯುವಜನರಿಗೆ ತರಬೇತಿ ನೀಡಿ ಉದ್ಯೋಗ ನೀಡಲಾಗುವುದು. ಈ ಘಟಕದಲ್ಲಿ ಬಸ್ ಮತ್ತು ಟ್ರಕ್‌ಗಳ ಬಿಡಿಭಾಗಗಳ ತಯಾರಿಕೆ ಮತ್ತು ಪರೀಕ್ಷೆಗೆ ಸಂಬಂಧಿಸಿದ ಸೌಲಭ್ಯಗಳನ್ನು ಒಳಗೊಂಡಿರಲಿದೆ. ಕಂಪನಿಯು ಈಗಾಗಲೇ 3,500ಕ್ಕೂ ಹೆಚ್ಚು ಮಂದಿಗೆ ಉದ್ಯೋಗ ನೀಡಿದೆ ಎಂದು ತಿಳಿಸಿದರು. ಕಂಪನಿಯ ಹಿರಿಯ ಅಧಿಕಾರಿಗಳು ಉಪಸ್ಥಿತರಿದ್ದರು.: [589, 2171, 878, 2244]
- election-headline: ಸಂಸದ ಸುಧಾಕರ್ ಬಣಕ್ಕೆ ಗೆಲುವು: [456, 618, 1001, 678]
- sidebar-article-award: ಚಾಮರಾಜನಗರ: ಸಮಾಜ ಕಲ್ಯಾಣ ಇಲಾಖೆಯ ವತಿಯಿಂದ 2025–26ನೇ ಸಾಲಿನ ಪರಿಶಿಷ್ಟ ಜಾತಿ ಮತ್ತು ಪಂಗಡದ ಜನಾಂಗದವರ ಶ್ರೇಯೋಭಿವೃದ್ಧಿಗಾಗಿ ಗಣನೀಯ ಸೇವೆ ಸಲ್ಲಿಸಿದ ವ್ಯಕ್ತಿ ಮತ್ತು ಸಂಸ್ಥೆಗಳಿಗೆ ಡಾ. ಬಾಬು ಜಗಜೀವನ್ ರಾಂ ಹಾಗೂ ಡಾ. ಬಿ.ಆರ್. ಅಂಬೇಡ್ಕರ್ ಪ್ರಶಸ್ತಿ ನೀಡಲು ಅರ್ಜಿ ಆಹ್ವಾನಿಸಲಾಗಿದೆ. ಏಪ್ರಿಲ್ 5 ರಂದು ಡಾ. ಬಾಬು ಜಗಜೀವನ್ ರಾಂ ರವರ 118ನೇ ಮತ್ತು ಏಪ್ರಿಲ್ 14ರಂದು ಡಾ. ಬಿ.ಆರ್. ಅಂಬೇಡ್ಕರ್ ರವರ 134ನೇ ಜನ್ಮ ದಿನಾಚರಣೆಯ ಸಂದರ್ಭದಲ್ಲಿ ಪ್ರಶಸ್ತಿ ನೀಡಲಾಗುತ್ತದೆ. ಅರ್ಹ ಅಭ್ಯರ್ಥಿಗಳು ಸಂಬಂಧಪಟ್ಟ ತಾಲೂಕುಗಳ ಸಮಾಜ ಕಲ್ಯಾಣ ಇಲಾಖೆಯ ಸಹಾಯಕ ನಿರ್ದೇಶಕರ ಕಚೇರಿಗೆ ಭೇಟಿ ನೀಡಿ ಅರ್ಜಿ ಪಡೆದು ಭರ್ತಿ ಮಾಡಿ ಅಗತ್ಯ ದಾಖಲೆಗಳೊಂದಿಗೆ ಫೆಬ್ರವರಿ 21ರೊಳಗೆ ಸಲ್ಲಿಸಬೇಕು. ಒಬ್ಬ ವ್ಯಕ್ತಿ ಒಂದು ಪ್ರಶಸ್ತಿಗೆ ಮಾತ್ರ ಅರ್ಜಿ ಸಲ್ಲಿಸಬೇಕು. ಕನಿಷ್ಠ 15 ವರ್ಷಗಳ ಸೇವೆ ಸಲ್ಲಿಸಿರಬೇಕು. ಯಾವುದೇ ಜನಾಂಗದ ವ್ಯಕ್ತಿ ಅರ್ಜಿ ಸಲ್ಲಿಸಬಹುದು. ಅರ್ಜಿದಾರರು ಯಾವುದೇ ರಾಜಕೀಯ ಪಕ್ಷದ ಸದಸ್ಯರಾಗಿರಬಾರದು. ಒಂದು ಪ್ರಶಸ್ತಿಗೆ ಒಬ್ಬ ವ್ಯಕ್ತಿಯಿಂದ ಶಿಫಾರಸು ಮಾಡಿ ಸಲ್ಲಿಸಬಹುದು. ಹೆಚ್ಚಿನ ಮಾಹಿತಿಗಾಗಿ ಆಯಾ ತಾಲೂಕುಗಳ ಸಮಾಜ ಕಲ್ಯಾಣ ಇಲಾಖೆಯ ಸಹಾಯಕ ನಿರ್ದೇಶಕರ ಕಚೇರಿಗೆ ಭೇಟಿ ನೀಡಬಹುದು ಎಂದು ಜಿಲ್ಲಾ ಸಮಾಜ ಕಲ್ಯಾಣ ಇಲಾಖೆಯ ಉಪನಿರ್ದೇಶಕರು ಪ್ರಕಟಣೆಯಲ್ಲಿ ತಿಳಿಸಿದ್ದಾರೆ.: [11, 163, 320, 371]
- bottom-split-rule: [882, 1824, 884, 2403]
- sports-headline: ರಾಷ್ಟ್ರೀಯ ಕ್ರೀಡಾಕೂಟ; ಈಜು ವಿಭಾಗದಲ್ಲಿ ಕರ್ನಾಟಕದ ಶ್ರೀಹರಿ ಹಾಗೂ ದಿನಿಧಿಗೆ ಪ್ರಶಸ್ತಿ: [673, 1325, 1092, 1379]
- cricket-caption: ತಂಡವು 19 ಓವರ್‌ಗಳಲ್ಲಿ ಕೇವಲ 136 ರನ್ ಗಳಿಸುವ ಮೂಲಕ ತನ್ನ ಎಲ್ಲಾ ವಿಕೆಟ್‌ಗಳನ್ನು ಕಳೆದುಕೊಂಡು ತಮಿಳುನಾಡು ತಂಡದ ವಿರುದ್ಧ 37 ರನ್‌ಗಳಿಂದ ಸೋಲನ್ನು ಅನುಭವಿಸಿತು. ತಮಿಳುನಾಡು ರಾಜ್ಯ ಪೊಲೀಸ್ ತಂಡವು ಫೈನಲ್ ಪಂದ್ಯವನ್ನು: [647, 532, 1198, 557]
- masthead: [0, 0, 1527, 91]
- computer-headline: ರಾಜ್ಯದ ಸರ್ಕಾರಿ ಅಧಿಕಾರಿಗಳು, ನೌಕರರಿಗೆ ಕಂಪ್ಯೂಟರ್ ಸಾಕ್ಷರತಾ ಪರೀಕ್ಷೆ ತೆಗೆದುಕೊಳ್ಳಲು ಅವಕಾಶ: [336, 1324, 646, 1415]
- sidebar-article-dairy: ಚಾಮರಾಜನಗರ: ಎಸ್.ಬಿ.ಐ ಗ್ರಾಮೀಣ ಸ್ವ ಉದ್ಯೋಗ ತರಬೇತಿ ಸಂಸ್ಥೆ ವತಿಯಿಂದ ಗ್ರಾಮೀಣ ಭಾಗದ ನಿರುದ್ಯೋಗಿ ಯುವಕ ಯುವತಿಯರಿಗೆ ಹೈನುಗಾರಿಕೆ, ಎರೆಹುಳು ಗೊಬ್ಬರ ತಯಾರಿಕೆ ತರಬೇತಿಗೆ ಅರ್ಜಿ ಆಹ್ವಾನಿಸಲಾಗಿದೆ. ಫೆಬ್ರವರಿ 19ರಿಂದ ತರಬೇತಿ ನಡೆಯಲಿದ್ದು 18 ರಿಂದ 45 ವರ್ಷದೊಳಗಿನ ಅಭ್ಯರ್ಥಿಗಳು ಅರ್ಜಿಯೊಂದಿಗೆ ಆಧಾರ್ ಕಾರ್ಡ್, ಪಡಿತರ ಚೀಟಿ ನಕಲು ಪ್ರತಿ ಮತ್ತು 4 ಭಾವಚಿತ್ರಗಳನ್ನು ಸಲ್ಲಿಸಬೇಕು. ಹೆಚ್ಚಿನ ಮಾಹಿತಿಗೆ ಮೊ.ಸಂ. 9606098878, 8722483393, 9739067155 ಸಂಪರ್ಕಿಸಬಹುದು.: [11, 665, 320, 753]
- objection-headline: ಆಕ್ಷೇಪಣೆ ಸಲ್ಲಿಕೆಗೆ ಅವಕಾಶ: [1005, 1827, 1406, 1882]
- objection-body: ಚಿಕ್ಕಬಳ್ಳಾಪುರ: ಚಿಂತಾಮಣಿ ನಗರದ ವಾರ್ಡ್ ನಂ 9 ಮಾಳಪಲ್ಲಿಯ ನಗರಸಭೆ ಆಸ್ತಿ ಸಂಖ್ಯೆ ನಂ:2557/2410/1 ರ ಆಸ್ತಿ 38x50 ಅಡಿಗಳ ನಿವೇಶನವನ್ನು ಖಾತೆ ಬದಲಾವಣೆ ಮಾಡುವಂತೆ ಅರ್ಜಿ ಸಲ್ಲಿಸಿದ್ದು, ನಗರಸಭೆಯ ಆದೇಶ ಸಂಖ್ಯೆ:ನಸಚಿ/129/ಜಿಎಂಕಾ/2003 ದಿನಾಂಕ 12/06/2003 ರಂತೆ ಖಾತೆ ಬದಲಾವಣೆ ಮಾಡಲು ಉದ್ದೇಶಿಸಲಾಗಿದ್ದು ಈ ಸಂಬಂಧ ಯಾವುದೇ ಆಕ್ಷೇಪಣೆಗಳಿದ್ದಲ್ಲಿ ಪ್ರಕಟಣೆಯ ದಿನಾಂಕದಿಂದ 7 ದಿನಗಳ ಒಳಗಾಗಿ ಲಿಖಿತ ರೂಪದಲ್ಲಿ ಸೂಕ್ತ ದಾಖಲೆಗಳೊಂದಿಗೆ ನಗರಸಭೆ ಕಾರ್ಯಾಲಯಕ್ಕೆ ಸಲ್ಲಿಸಬಹುದು. ತಪ್ಪಿದ್ದಲ್ಲಿ ಯಾವುದೇ ಆಕ್ಷೇಪಣೆ ಇಲ್ಲವೆಂದು ಭಾವಿಸಿ ಖಾತೆ ಬದಲಾವಣೆ ಮಾಡಲಾಗುವುದು ಎಂದು ಚಿಂತಾಮಣಿ ನಗರಸಭೆ ಪೌರಾಯುಕ್ತರು ತಿಳಿಸಿದ್ದಾರೆ.: [890, 1904, 1524, 1976]
